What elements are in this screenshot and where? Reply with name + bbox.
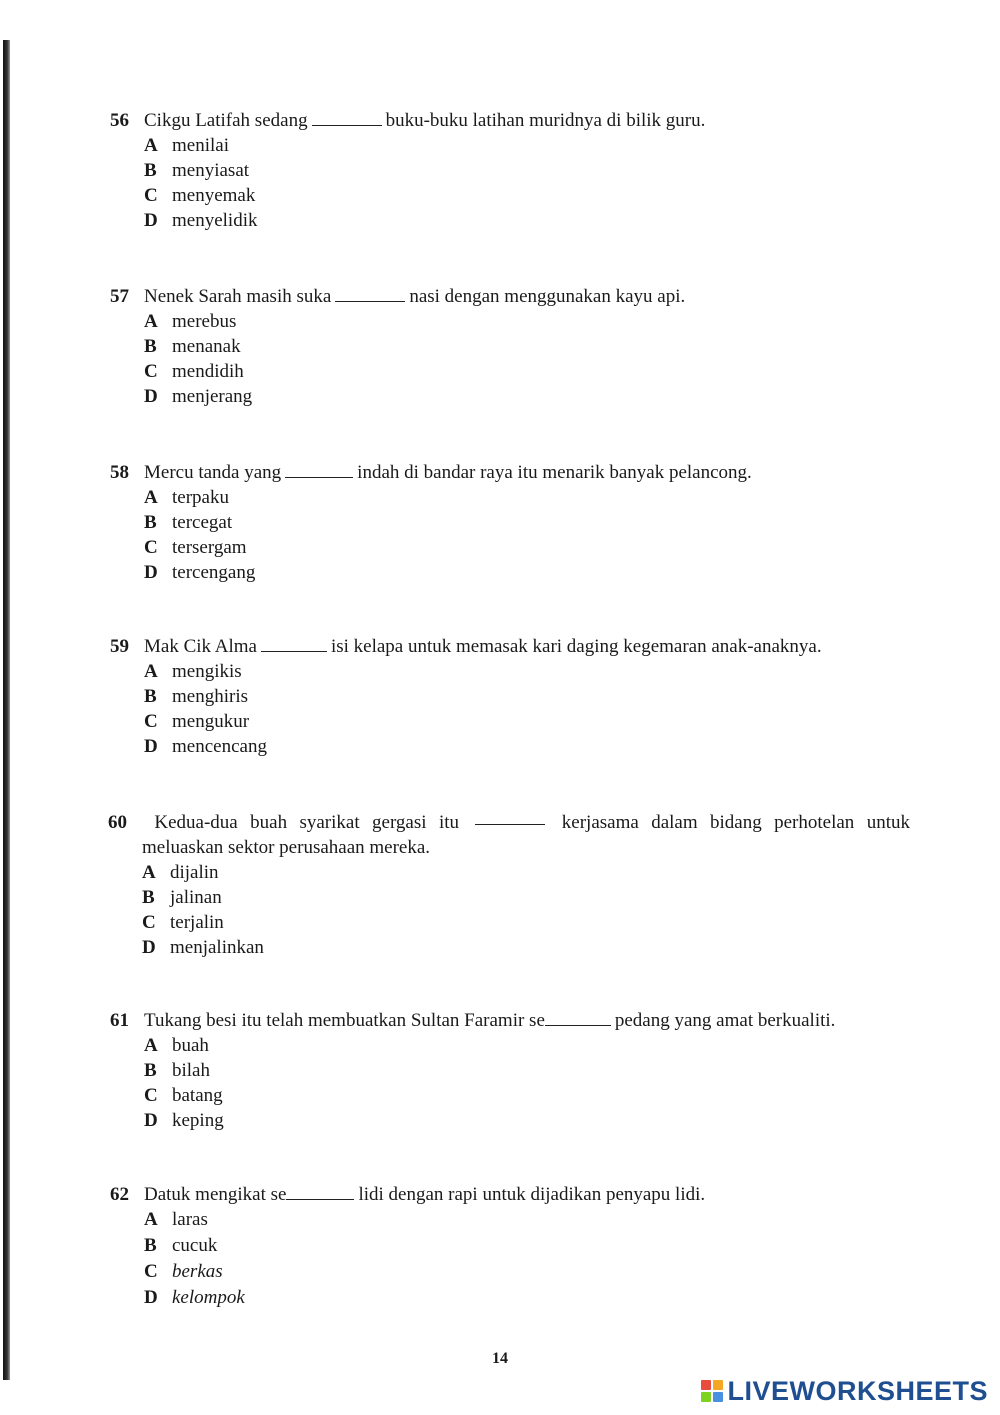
option-b[interactable]: B bilah (144, 1060, 210, 1081)
options-list (144, 1207, 705, 1311)
question-59 (110, 634, 822, 759)
liveworksheets-watermark[interactable] (701, 1376, 988, 1406)
answer-blank[interactable] (335, 287, 405, 302)
stem-before-blank: Datuk mengikat se (144, 1184, 287, 1205)
option-c[interactable]: C mengukur (144, 711, 250, 732)
question-61 (110, 1008, 835, 1133)
question-60 (108, 810, 910, 960)
question-number: 61 (110, 1010, 129, 1031)
logo-tile (701, 1380, 711, 1390)
option-d[interactable]: D kelompok (144, 1287, 245, 1308)
answer-blank[interactable] (475, 810, 545, 825)
option-a[interactable]: A mengikis (144, 661, 242, 682)
question-stem (110, 284, 685, 309)
stem-before-blank: Mak Cik Alma (144, 636, 257, 657)
stem-after-blank: pedang yang amat berkualiti. (614, 1010, 836, 1031)
question-stem (110, 634, 822, 659)
option-b[interactable]: B jalinan (142, 887, 222, 908)
option-b[interactable]: B menghiris (144, 686, 248, 707)
option-c[interactable]: C menyemak (144, 185, 256, 206)
question-stem: 60 Kedua-dua buah syarikat gergasi itu kerjasama dalam bidang perhotelan untuk (108, 812, 910, 833)
question-62 (110, 1182, 705, 1311)
option-a[interactable]: A dijalin (142, 862, 219, 883)
option-b[interactable]: B menyiasat (144, 160, 250, 181)
answer-blank[interactable] (286, 1185, 354, 1200)
option-d[interactable]: D menyelidik (144, 210, 258, 231)
question-stem (110, 1182, 705, 1207)
stem-before-blank: Cikgu Latifah sedang (144, 110, 308, 131)
answer-blank[interactable] (285, 463, 353, 478)
stem-continuation: meluaskan sektor perusahaan mereka. (142, 837, 431, 858)
answer-blank[interactable] (261, 637, 327, 652)
question-number: 60 (108, 812, 127, 833)
options-list (144, 133, 705, 233)
stem-after-blank: isi kelapa untuk memasak kari daging kegemaran anak-anaknya. (330, 636, 822, 657)
option-c[interactable]: C tersergam (144, 537, 247, 558)
option-c[interactable]: C mendidih (144, 361, 244, 382)
question-stem (110, 108, 705, 133)
options-list (144, 309, 685, 409)
option-c[interactable]: C berkas (144, 1261, 223, 1282)
question-56 (110, 108, 705, 233)
logo-tile (701, 1392, 711, 1402)
option-d[interactable]: D mencencang (144, 736, 267, 757)
page-number: 14 (492, 1350, 508, 1367)
option-b[interactable]: B menanak (144, 336, 241, 357)
question-stem (110, 1008, 835, 1033)
option-a[interactable]: A merebus (144, 311, 237, 332)
option-d[interactable]: D menjerang (144, 386, 253, 407)
options-list (144, 485, 752, 585)
stem-after-blank: buku-buku latihan muridnya di bilik guru. (385, 110, 706, 131)
option-a[interactable]: A menilai (144, 135, 229, 156)
option-c[interactable]: C terjalin (142, 912, 224, 933)
question-number: 57 (110, 286, 129, 307)
option-d[interactable]: D keping (144, 1110, 224, 1131)
question-number: 58 (110, 462, 129, 483)
scan-binding-edge (3, 40, 10, 1380)
stem-before-blank: Tukang besi itu telah membuatkan Sultan Faramir se (144, 1010, 545, 1031)
option-b[interactable]: B tercegat (144, 512, 233, 533)
liveworksheets-logo-icon (701, 1380, 723, 1402)
option-a[interactable]: A laras (144, 1209, 208, 1230)
stem-after-blank: lidi dengan rapi untuk dijadikan penyapu lidi. (358, 1184, 706, 1205)
option-b[interactable]: B cucuk (144, 1235, 218, 1256)
option-c[interactable]: C batang (144, 1085, 223, 1106)
question-number: 59 (110, 636, 129, 657)
question-stem (110, 460, 752, 485)
question-58 (110, 460, 752, 585)
option-a[interactable]: A buah (144, 1035, 209, 1056)
logo-tile (713, 1380, 723, 1390)
stem-after-blank: indah di bandar raya itu menarik banyak pelancong. (357, 462, 752, 483)
answer-blank[interactable] (312, 111, 382, 126)
logo-tile (713, 1392, 723, 1402)
stem-after-blank: nasi dengan menggunakan kayu api. (409, 286, 686, 307)
watermark-text: LIVEWORKSHEETS (727, 1375, 988, 1406)
question-number: 56 (110, 110, 129, 131)
options-list (144, 659, 822, 759)
question-number: 62 (110, 1184, 129, 1205)
option-d[interactable]: D menjalinkan (142, 937, 264, 958)
options-list (142, 860, 910, 960)
answer-blank[interactable] (545, 1011, 611, 1026)
options-list (144, 1033, 835, 1133)
question-57 (110, 284, 685, 409)
option-d[interactable]: D tercengang (144, 562, 256, 583)
stem-before-blank: Nenek Sarah masih suka (144, 286, 332, 307)
option-a[interactable]: A terpaku (144, 487, 229, 508)
stem-before-blank: Mercu tanda yang (144, 462, 282, 483)
